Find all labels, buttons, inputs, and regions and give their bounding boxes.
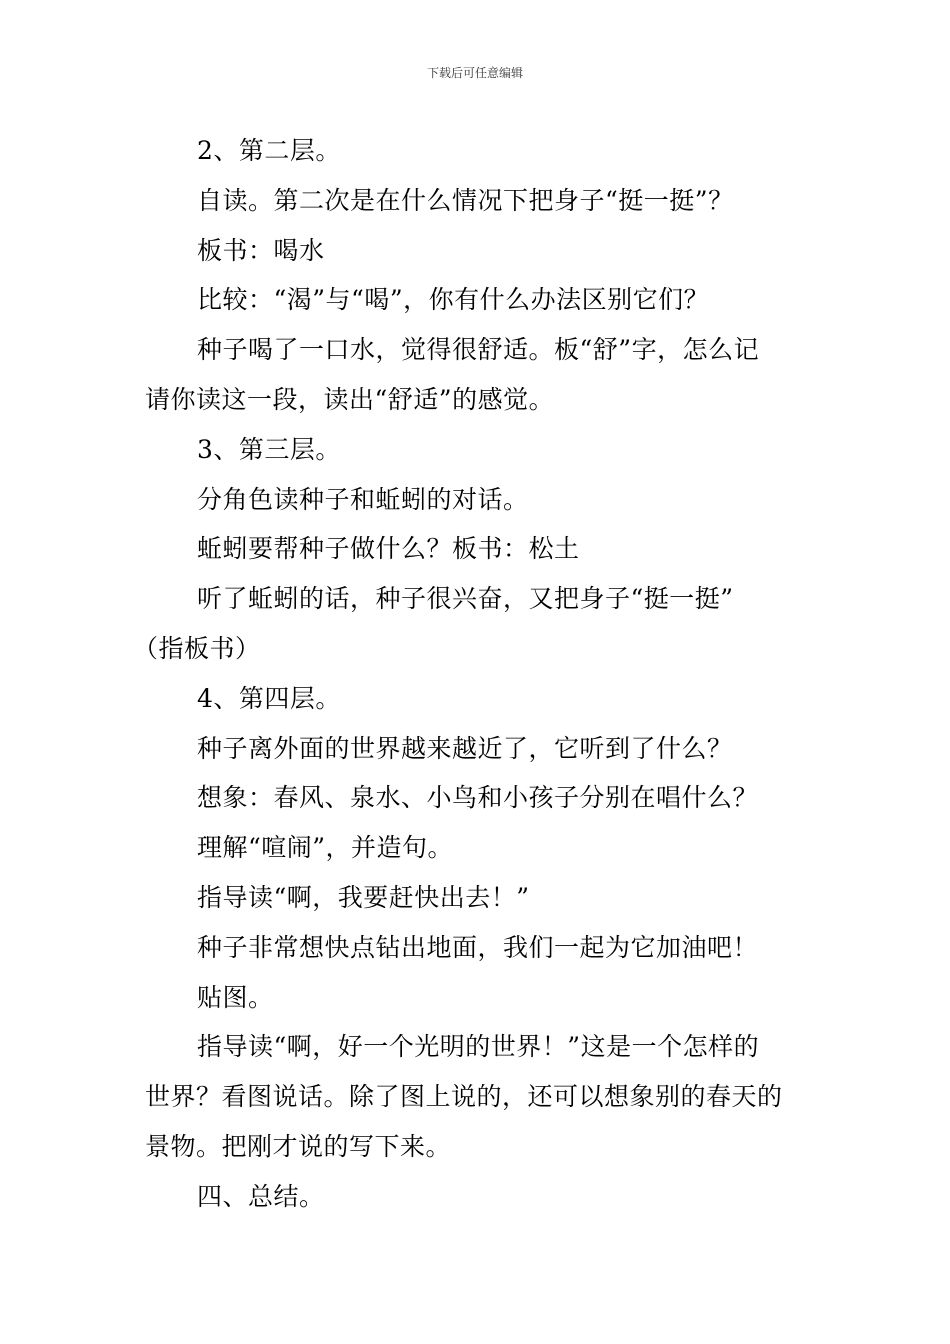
paragraph-line: （指板书） [133, 633, 261, 663]
paragraph-line: 比较：“渴”与“喝”，你有什么办法区别它们？ [197, 285, 710, 315]
paragraph-line: 种子离外面的世界越来越近了，它听到了什么？ [197, 733, 733, 763]
page-header: 下载后可任意编辑 [426, 66, 523, 80]
paragraph-line: 景物。把刚才说的写下来。 [145, 1131, 452, 1161]
paragraph-line: 想象：春风、泉水、小鸟和小孩子分别在唱什么？ [197, 783, 759, 813]
paragraph-line: 指导读“啊，我要赶快出去！” [197, 882, 530, 912]
paragraph-line: 蚯蚓要帮种子做什么？板书：松土 [197, 534, 580, 564]
paragraph-line: 板书：喝水 [197, 235, 325, 265]
paragraph-line: 自读。第二次是在什么情况下把身子“挺一挺”？ [197, 185, 734, 215]
paragraph-line: 四、总结。 [197, 1181, 325, 1211]
paragraph-line: 种子喝了一口水，觉得很舒适。板“舒”字，怎么记 [197, 335, 760, 365]
paragraph-line: 4、第四层。 [197, 683, 341, 713]
paragraph-line: 世界？看图说话。除了图上说的，还可以想象别的春天的 [145, 1082, 783, 1112]
paragraph-line: 分角色读种子和蚯蚓的对话。 [197, 484, 529, 514]
paragraph-line: 请你读这一段，读出“舒适”的感觉。 [145, 384, 555, 414]
paragraph-line: 指导读“啊，好一个光明的世界！”这是一个怎样的 [197, 1032, 760, 1062]
paragraph-line: 贴图。 [197, 982, 274, 1012]
paragraph-line: 听了蚯蚓的话，种子很兴奋，又把身子“挺一挺” [197, 584, 734, 614]
paragraph-line: 2、第二层。 [197, 136, 341, 165]
paragraph-line: 3、第三层。 [197, 434, 341, 464]
paragraph-line: 种子非常想快点钻出地面，我们一起为它加油吧！ [197, 932, 759, 962]
document-body [133, 126, 810, 1222]
paragraph-line: 理解“喧闹”，并造句。 [197, 833, 454, 863]
